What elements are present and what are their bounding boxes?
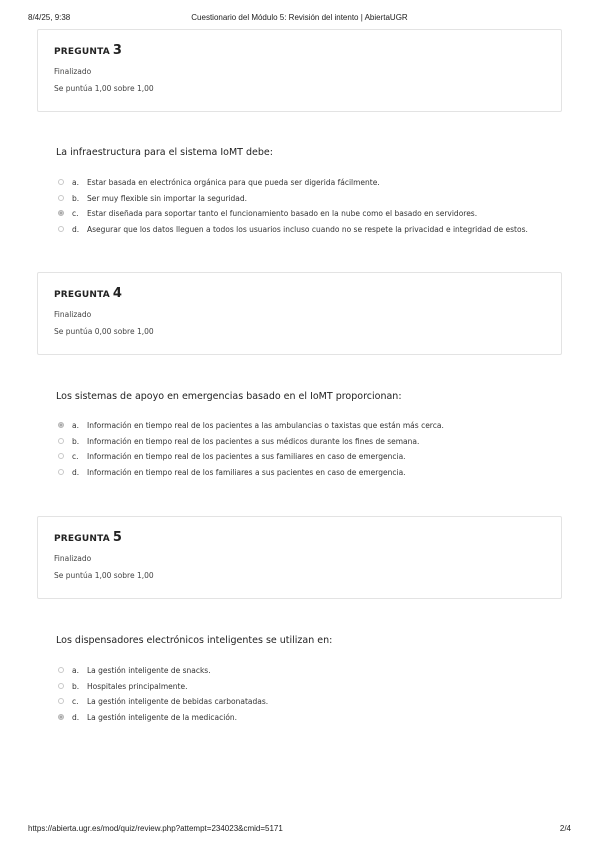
print-header [28, 13, 571, 25]
answer-letter: c. [72, 697, 79, 707]
answer-letter: d. [72, 468, 80, 478]
radio-button[interactable] [58, 698, 64, 704]
page-number: 2/4 [559, 824, 571, 833]
question-text: Los sistemas de apoyo en emergencias basado en el IoMT proporcionan: [56, 391, 402, 402]
question-info-card [37, 272, 562, 355]
answer-letter: a. [72, 666, 79, 675]
question-title [54, 530, 122, 545]
answer-letter: b. [72, 681, 80, 691]
answer-text: La gestión inteligente de bebidas carbonatadas. [87, 697, 269, 707]
answer-letter: d. [72, 225, 80, 235]
answer-text: La gestión inteligente de la medicación. [87, 713, 238, 723]
radio-button[interactable] [58, 469, 64, 475]
print-date: 8/4/25, 9:38 [28, 13, 71, 22]
answer-letter: c. [72, 452, 79, 462]
question-info-card [37, 29, 562, 112]
question-title [54, 43, 122, 58]
radio-button-selected[interactable] [58, 422, 64, 428]
radio-button[interactable] [58, 195, 64, 201]
question-state: Finalizado [54, 67, 92, 76]
answer-letter: c. [72, 209, 79, 219]
radio-button[interactable] [58, 683, 64, 689]
question-label: PREGUNTA [54, 534, 110, 544]
question-state: Finalizado [54, 310, 92, 319]
question-number: 5 [112, 530, 123, 545]
answer-text: Ser muy flexible sin importar la seguridad. [87, 193, 248, 203]
answer-text: Estar diseñada para soportar tanto el funcionamiento basado en la nube como el basado en servidores. [87, 209, 478, 219]
document-title: Cuestionario del Módulo 5: Revisión del intento | AbiertaUGR [191, 13, 408, 22]
answer-text: Información en tiempo real de los pacientes a sus médicos durante los fines de semana. [87, 436, 420, 446]
answer-letter: b. [72, 193, 80, 203]
answer-text: Información en tiempo real de los pacientes a las ambulancias o taxistas que están más cerca. [87, 421, 444, 430]
page-url[interactable]: https://abierta.ugr.es/mod/quiz/review.php?attempt=234023&cmid=5171 [28, 824, 283, 833]
question-text: La infraestructura para el sistema IoMT debe: [56, 147, 273, 158]
question-number: 4 [112, 286, 123, 301]
answer-letter: a. [72, 421, 79, 430]
answer-text: Hospitales principalmente. [87, 681, 188, 691]
answer-text: Asegurar que los datos lleguen a todos los usuarios incluso cuando no se respete la privacidad e integridad de estos. [87, 225, 528, 235]
answer-letter: d. [72, 713, 80, 723]
answer-letter: b. [72, 436, 80, 446]
question-title [54, 286, 122, 301]
question-label: PREGUNTA [54, 47, 110, 57]
question-grade: Se puntúa 1,00 sobre 1,00 [54, 84, 154, 93]
question-text: Los dispensadores electrónicos inteligentes se utilizan en: [56, 635, 333, 646]
radio-button[interactable] [58, 667, 64, 673]
print-footer [28, 824, 571, 836]
answer-text: Estar basada en electrónica orgánica para que pueda ser digerida fácilmente. [87, 178, 380, 187]
radio-button-selected[interactable] [58, 210, 64, 216]
question-label: PREGUNTA [54, 290, 110, 300]
answer-text: Información en tiempo real de los pacientes a sus familiares en caso de emergencia. [87, 452, 406, 462]
question-number: 3 [112, 43, 123, 58]
question-grade: Se puntúa 0,00 sobre 1,00 [54, 327, 154, 336]
radio-button-selected[interactable] [58, 714, 64, 720]
radio-button[interactable] [58, 453, 64, 459]
question-info-card [37, 516, 562, 599]
answer-letter: a. [72, 178, 79, 187]
radio-button[interactable] [58, 438, 64, 444]
answer-text: La gestión inteligente de snacks. [87, 666, 211, 675]
question-grade: Se puntúa 1,00 sobre 1,00 [54, 571, 154, 580]
radio-button[interactable] [58, 226, 64, 232]
radio-button[interactable] [58, 179, 64, 185]
question-state: Finalizado [54, 554, 92, 563]
answer-text: Información en tiempo real de los familiares a sus pacientes en caso de emergencia. [87, 468, 406, 478]
